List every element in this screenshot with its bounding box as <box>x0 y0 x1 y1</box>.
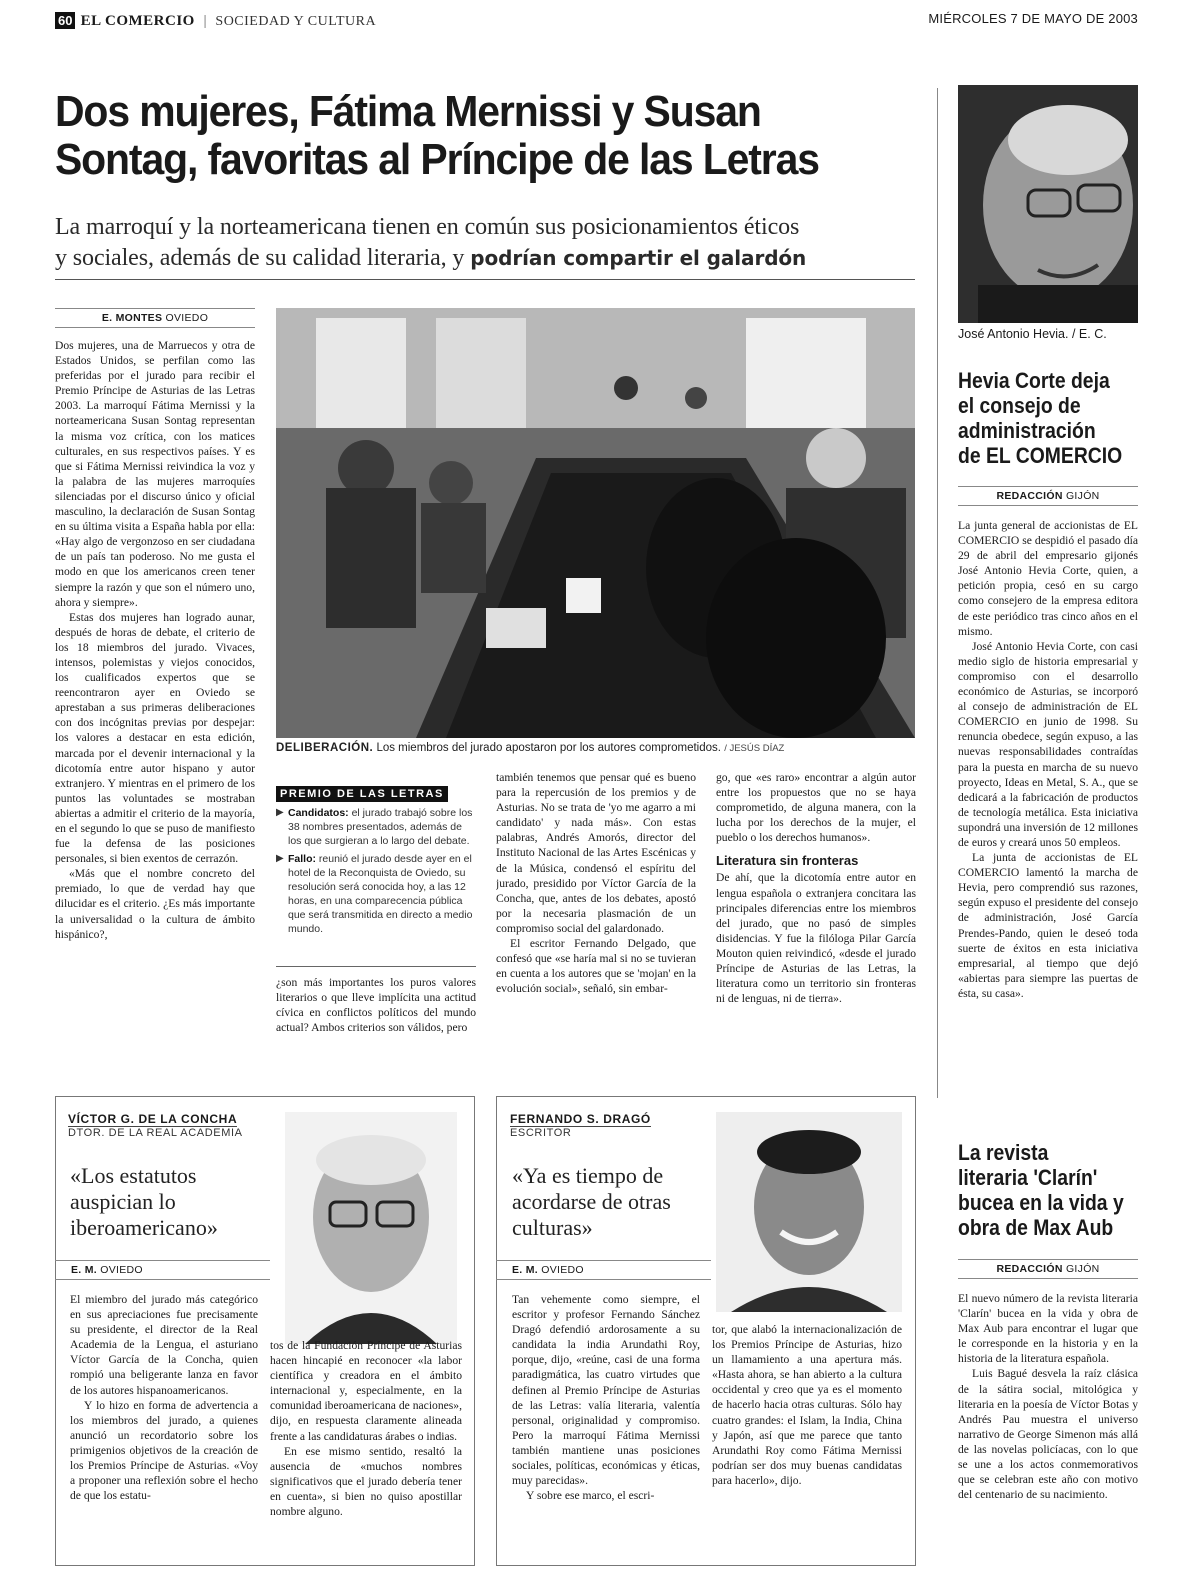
clarin-byline <box>958 1259 1138 1279</box>
interviewee-role: ESCRITOR <box>510 1127 572 1139</box>
headline-line: literaria 'Clarín' <box>958 1165 1098 1190</box>
byline-author: REDACCIÓN <box>996 1263 1063 1275</box>
caption-text: Los miembros del jurado apostaron por los autores comprometidos. <box>376 742 721 754</box>
hevia-article-body <box>958 518 1138 1001</box>
headline-line: de EL COMERCIO <box>958 443 1123 468</box>
main-headline <box>55 88 819 184</box>
main-column-3 <box>496 770 696 1055</box>
headline-line: el consejo de <box>958 393 1081 418</box>
byline-author: E. M. <box>512 1264 539 1276</box>
clarin-article-body <box>958 1291 1138 1502</box>
clarin-headline <box>958 1140 1124 1240</box>
fact-label: Candidatos: <box>288 807 349 819</box>
fact-text: el jurado trabajó sobre los 38 nombres presentados, además de los que surgieran a lo largo del debate. <box>288 807 473 847</box>
deck-line-2-bold: podrían compartir el galardón <box>470 246 807 270</box>
headline-line-1: Dos mujeres, Fátima Mernissi y Susan <box>55 87 761 136</box>
byline-author: REDACCIÓN <box>996 490 1063 502</box>
headline-line: La revista <box>958 1140 1049 1165</box>
byline-place: GIJÓN <box>1065 490 1100 502</box>
main-column-1 <box>55 338 255 1053</box>
fact-box-rule <box>276 966 476 967</box>
interviewee-name: VÍCTOR G. DE LA CONCHA <box>68 1112 238 1126</box>
fact-fallo <box>276 852 476 936</box>
paragraph: La junta de accionistas de EL COMERCIO lamentó la marcha de Hevia, pero comprendió sus razones, según expuso el presidente del consejo de administración, José García Prendes-Pando, quien le deseó toda suerte de éxitos en esta iniciativa empresarial, al tiempo que dejó «abiertas para siempre las puertas de ésta, su casa». <box>958 851 1138 1000</box>
fact-text: reunió el jurado desde ayer en el hotel de la Reconquista de Oviedo, su resolución será conocida hoy, a las 12 horas, en una comparecencia pública que será transmitida en directo a medio mundo. <box>288 853 473 935</box>
paragraph: Dos mujeres, una de Marruecos y otra de Estados Unidos, se perfilan como las preferidas por el jurado para recibir el Premio Príncipe de Asturias de las Letras 2003. La marroquí Fátima Mernissi y la norteamericana Susan Sontag representan la misma voz crítica, con los matices culturales, en sus respectivos países. Y es que si Fátima Mernissi reivindica la voz y la palabra de las mujeres marroquíes silenciadas por el discurso único y oficial masculino, la declaración de Susan Sontag en su última visita a España habla por ella: «Hay algo de vergonzoso en ser ciudadana de un país tan poderoso. No me gusta el modo en que los americanos creen tener siempre la razón y que son el número uno, ahora y siempre». <box>55 339 255 609</box>
deck-line-1: La marroquí y la norteamericana tienen en común sus posicionamientos éticos <box>55 214 800 240</box>
byline-author: E. MONTES <box>101 312 163 324</box>
premio-fact-box <box>276 782 476 936</box>
drago-pull-quote: «Ya es tiempo de acordarse de otras culturas» <box>512 1163 671 1240</box>
concha-pull-quote: «Los estatutos auspician lo iberoamericano» <box>70 1163 218 1240</box>
portrait-illustration <box>285 1112 457 1344</box>
portrait-illustration <box>958 85 1138 323</box>
drago-byline <box>496 1260 711 1280</box>
headline-line-2: Sontag, favoritas al Príncipe de las Letras <box>55 135 819 184</box>
byline-place: OVIEDO <box>541 1264 584 1276</box>
paragraph: tos de la Fundación Príncipe de Asturias hacen hincapié en reconocer «la labor científica y creadora en el ámbito internacional y, especialmente, en la comunidad iberoamericana de naciones», dijo, en respuesta claramente alineada frente a las candidaturas árabes o indias. <box>270 1339 462 1443</box>
header-separator: | <box>202 14 208 29</box>
jury-photo-illustration <box>276 308 915 738</box>
photo-credit: / JESÚS DÍAZ <box>724 743 785 754</box>
arrow-icon: ▶ <box>276 853 284 864</box>
headline-line: obra de Max Aub <box>958 1215 1114 1240</box>
drago-column-1 <box>512 1292 700 1503</box>
paragraph: «Más que el nombre concreto del premiado, lo que de verdad hay que dilucidar es el criterio. ¿Es más importante la universalidad o la cultura de ámbito hispánico?, <box>55 867 255 941</box>
deck-line-2: y sociales, además de su calidad literaria, y <box>55 245 471 271</box>
main-column-4 <box>716 770 916 1006</box>
caption-label: DELIBERACIÓN. <box>276 742 374 754</box>
paragraph: también tenemos que pensar qué es bueno para la repercusión de los premios y de Asturias. No se trata de 'yo me agarro a mi candidato' y nada más». Con estas palabras, Andrés Amorós, director del Instituto Nacional de las Artes Escénicas y de la Música, condensó el espíritu del jurado, presidido por Víctor García de la Concha, que, antes de los debates, apostó por la necesaria plasmación de un compromiso social del galardonado. <box>496 771 696 935</box>
fact-box-title: PREMIO DE LAS LETRAS <box>276 786 448 802</box>
concha-header <box>68 1108 243 1139</box>
paragraph: tor, que alabó la internacionalización de los Premios Príncipe de Asturias, hizo un llamamiento a una apertura más. «Hasta ahora, se han abierto a la cultura occidental y creo que ya es el momento de hacerlo hacia otras culturas. Sólo hay cuatro grandes: el Islam, la India, China y Japón, así que me parece que tanto Arundathi Roy como Fátima Mernissi podrían ser dos muy buenas candidatas para hacerlo», dijo. <box>712 1323 902 1487</box>
concha-byline <box>55 1260 270 1280</box>
paragraph: Luis Bagué desvela la raíz clásica de la sátira social, mitológica y literaria en la poesía de Víctor Botas y Andrés Pau muestra el universo narrativo de George Simenon más allá de las novelas policíacas, con lo que se une a los actos conmemorativos que se celebran este año con motivo del centenario de su nacimiento. <box>958 1367 1138 1502</box>
headline-line: bucea en la vida y <box>958 1190 1124 1215</box>
hevia-headline <box>958 368 1122 468</box>
section-name: SOCIEDAD Y CULTURA <box>215 14 377 29</box>
paragraph: Estas dos mujeres han logrado aunar, después de horas de debate, el criterio de los 18 miembros del jurado. Vivaces, intensos, polemistas y viejos conocidos, los cualificados expertos que se reencontraron ayer en Oviedo se aprestaban a sus primeras deliberaciones con dos incógnitas previas por despejar: los valores a destacar en esta edición, marcada por el devenir internacional y la dicotomía entre autor hispano y autor extranjero. Y mientras en el primero de los puntos las voluntades se mostraban abiertas a admitir el criterio de la mayoría, en el segundo lo que se puso de manifiesto fue la defensa de las posiciones personales, si bien exentos de cerrazón. <box>55 610 255 866</box>
arrow-icon: ▶ <box>276 807 284 818</box>
concha-column-1 <box>70 1292 258 1503</box>
concha-portrait-photo <box>285 1112 457 1344</box>
photo-caption <box>276 742 915 754</box>
hevia-portrait-photo <box>958 85 1138 323</box>
byline-place: OVIEDO <box>100 1264 143 1276</box>
paragraph: ¿son más importantes los puros valores literarios o que lleve implícita una actitud cívica en conflictos políticos del mundo actual? Ambos criterios son válidos, pero <box>276 976 476 1035</box>
interviewee-role: DTOR. DE LA REAL ACADEMIA <box>68 1127 243 1139</box>
paragraph: En ese mismo sentido, resaltó la ausencia de «muchos nombres significativos que el jurado debería tener en cuenta», si bien no quiso apostillar nombre alguno. <box>270 1444 462 1519</box>
headline-line: Hevia Corte deja <box>958 368 1110 393</box>
paragraph: El escritor Fernando Delgado, que confesó que «se haría mal si no se tuvieran en cuenta a los autores que se 'mojan' en la evolución social», señaló, sin embar- <box>496 937 696 996</box>
drago-header <box>510 1108 651 1139</box>
fact-candidatos <box>276 806 476 848</box>
portrait-illustration <box>716 1112 902 1312</box>
fact-label: Fallo: <box>288 853 316 865</box>
main-byline <box>55 308 255 328</box>
issue-date: MIÉRCOLES 7 DE MAYO DE 2003 <box>928 11 1138 26</box>
jury-meeting-photo <box>276 308 915 738</box>
page-number: 60 <box>55 12 75 29</box>
byline-place: OVIEDO <box>165 312 209 324</box>
portrait-caption: José Antonio Hevia. / E. C. <box>958 327 1107 341</box>
paragraph: De ahí, que la dicotomía entre autor en lengua española o extranjera concitara las principales diferencias entre los miembros del jurado, que no pasó de simples disidencias. Y fue la filóloga Pilar García Mouton quien reivindicó, «desde el jurado Príncipe de Asturias de las Letras, la literatura como un territorio sin fronteras ni de lenguas, ni de tierra». <box>716 871 916 1006</box>
paragraph: El miembro del jurado más categórico en sus apreciaciones fue precisamente su presidente, el director de la Real Academia de la Lengua, el asturiano Víctor García de la Concha, quien rompió una beligerante lanza en favor de los autores hispanoamericanos. <box>70 1293 258 1397</box>
paragraph: José Antonio Hevia Corte, con casi medio siglo de historia empresarial y compromiso con el desarrollo económico de Asturias, se incorporó al consejo de administración de EL COMERCIO en junio de 1998. Su renuncia obedece, según expuso, a las nuevas responsabilidades contraídas para la puesta en marcha de su nuevo proyecto, Ideas en Metal, S. A., que se dedicará a la fabricación de productos de tecnología metálica. Esta iniciativa supondrá una inversión de 12 millones de euros y creará unos 50 empleos. <box>958 639 1138 849</box>
interviewee-name: FERNANDO S. DRAGÓ <box>510 1112 651 1126</box>
paragraph: El nuevo número de la revista literaria 'Clarín' bucea en la vida y obra de Max Aub para encontrar el lugar que le corresponde en la historia y en la historia de la literatura española. <box>958 1292 1138 1366</box>
concha-column-2 <box>270 1338 462 1519</box>
paragraph: go, que «es raro» encontrar a algún autor entre los propuestos que no se haya comprometido, de alguna manera, con la lucha por los derechos de la mujer, el pueblo o los derechos humanos». <box>716 771 916 845</box>
byline-place: GIJÓN <box>1065 1263 1100 1275</box>
headline-line: administración <box>958 418 1096 443</box>
deck-subheadline <box>55 212 915 274</box>
column-rule <box>937 88 938 1098</box>
drago-portrait-photo <box>716 1112 902 1312</box>
hevia-byline <box>958 486 1138 506</box>
paragraph: Y lo hizo en forma de advertencia a los miembros del jurado, a quienes anunció un recordatorio sobre los primigenios objetivos de la creación de los Premios Príncipe de Asturias. «Voy a proponer una reflexión sobre el hecho de que los estatu- <box>70 1398 258 1503</box>
byline-author: E. M. <box>71 1264 98 1276</box>
paragraph: La junta general de accionistas de EL COMERCIO se despidió el pasado día 29 de abril del empresario gijonés José Antonio Hevia Corte, quien, a petición propia, cesó en su cargo como consejero de la empresa editora de este periódico tras cinco años en el mismo. <box>958 519 1138 638</box>
section-subhead: Literatura sin fronteras <box>716 853 859 869</box>
drago-column-2 <box>712 1322 902 1488</box>
page-header <box>55 10 376 30</box>
newspaper-name: EL COMERCIO <box>80 13 195 29</box>
deck-rule <box>55 279 915 280</box>
main-column-2-bottom <box>276 975 476 1035</box>
paragraph: Tan vehemente como siempre, el escritor y profesor Fernando Sánchez Dragó defendió ardorosamente a su candidata la india Arundathi Roy, porque, dijo, «reúne, casi de una forma paradigmática, las cuatro virtudes que definen al Premio Príncipe de Asturias de las Letras: valía literaria, valentía personal, originalidad y compromiso. Pero la marroquí Fátima Mernissi también mantiene unas posiciones sociales, políticas, económicas y éticas, muy parecidas». <box>512 1293 700 1488</box>
paragraph: Y sobre ese marco, el escri- <box>526 1489 655 1503</box>
